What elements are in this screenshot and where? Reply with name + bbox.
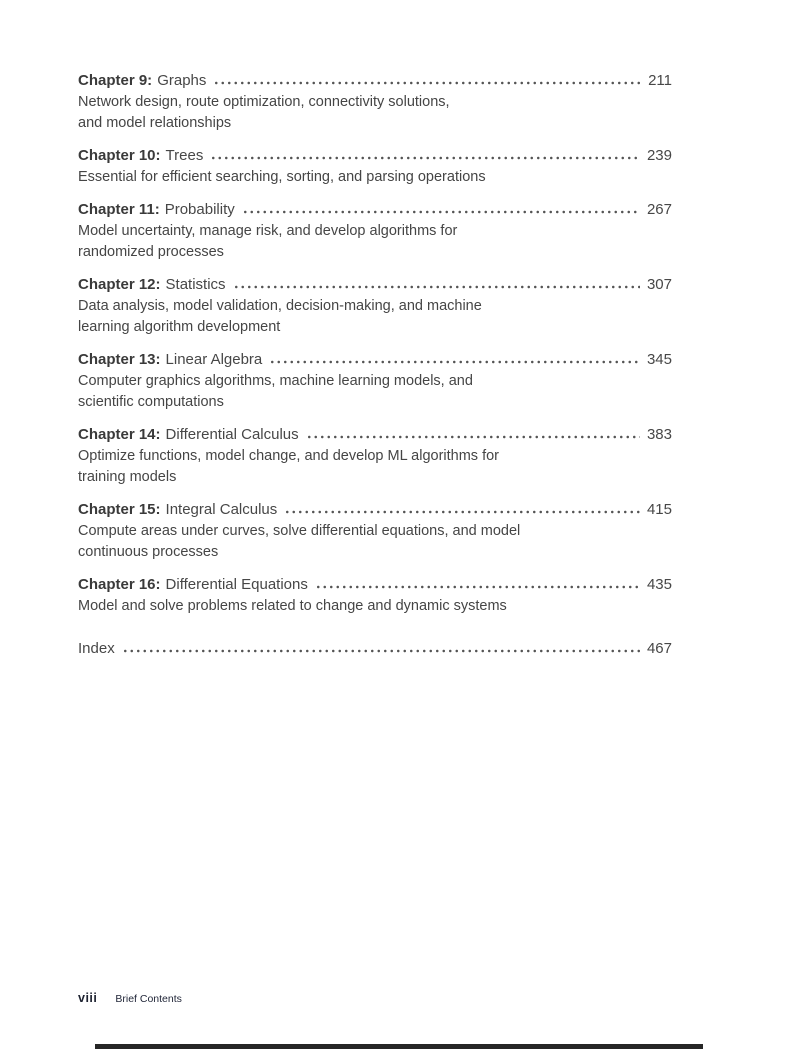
chapter-description-line: Model and solve problems related to change and dynamic systems bbox=[78, 598, 507, 614]
chapter-description-line: Compute areas under curves, solve differential equations, and model bbox=[78, 523, 521, 539]
toc-entry-title-row[interactable] bbox=[78, 70, 672, 91]
chapter-label: Chapter 10: bbox=[78, 147, 161, 164]
chapter-label: Chapter 12: bbox=[78, 276, 161, 293]
toc-entry-title-row[interactable] bbox=[78, 145, 672, 166]
page-number: 383 bbox=[646, 426, 672, 443]
chapter-label: Chapter 14: bbox=[78, 426, 161, 443]
toc-entry-title-row[interactable] bbox=[78, 424, 672, 445]
chapter-description-line: Network design, route optimization, connectivity solutions, bbox=[78, 94, 450, 110]
chapter-description-line: randomized processes bbox=[78, 244, 224, 260]
chapter-label: Chapter 15: bbox=[78, 501, 161, 518]
page-number: 267 bbox=[646, 201, 672, 218]
dot-leader bbox=[210, 156, 640, 160]
chapter-description-line: training models bbox=[78, 469, 177, 485]
dot-leader bbox=[213, 81, 641, 85]
page-number: 211 bbox=[648, 72, 672, 89]
page-number: 239 bbox=[646, 147, 672, 164]
dot-leader bbox=[233, 285, 640, 289]
running-head: Brief Contents bbox=[115, 993, 182, 1005]
dot-leader bbox=[269, 360, 640, 364]
chapter-title: Integral Calculus bbox=[165, 501, 278, 518]
toc-entry-chapter-10 bbox=[78, 145, 672, 187]
toc-entry-chapter-12 bbox=[78, 274, 672, 337]
chapter-title: Differential Equations bbox=[165, 576, 308, 593]
chapter-title: Statistics bbox=[165, 276, 226, 293]
toc-entry-chapter-11 bbox=[78, 199, 672, 262]
toc-entry-chapter-9 bbox=[78, 70, 672, 133]
toc-entry-title-row[interactable] bbox=[78, 349, 672, 370]
toc-entry-title-row[interactable] bbox=[78, 638, 672, 659]
toc-entry-chapter-15 bbox=[78, 499, 672, 562]
chapter-description-line: scientific computations bbox=[78, 394, 224, 410]
chapter-label: Chapter 13: bbox=[78, 351, 161, 368]
toc-entry-index bbox=[78, 638, 672, 659]
toc-entry-chapter-14 bbox=[78, 424, 672, 487]
chapter-label: Chapter 9: bbox=[78, 72, 153, 89]
page-number: 307 bbox=[646, 276, 672, 293]
chapter-title: Probability bbox=[164, 201, 235, 218]
toc-entry-title-row[interactable] bbox=[78, 199, 672, 220]
chapter-title: Linear Algebra bbox=[165, 351, 263, 368]
table-of-contents bbox=[78, 70, 672, 671]
dot-leader bbox=[306, 435, 640, 439]
toc-entry-title-row[interactable] bbox=[78, 574, 672, 595]
chapter-description-line: and model relationships bbox=[78, 115, 232, 131]
toc-entry-chapter-16 bbox=[78, 574, 672, 616]
toc-entry-title-row[interactable] bbox=[78, 499, 672, 520]
chapter-description-line: Essential for efficient searching, sorting, and parsing operations bbox=[78, 169, 486, 185]
index-title: Index bbox=[78, 640, 115, 657]
chapter-description-line: continuous processes bbox=[78, 544, 219, 560]
page-number: 345 bbox=[646, 351, 672, 368]
chapter-description-line: learning algorithm development bbox=[78, 319, 281, 335]
toc-entry-chapter-13 bbox=[78, 349, 672, 412]
chapter-title: Graphs bbox=[157, 72, 207, 89]
dot-leader bbox=[315, 585, 640, 589]
chapter-title: Differential Calculus bbox=[165, 426, 299, 443]
dot-leader bbox=[284, 510, 640, 514]
page-number: 415 bbox=[646, 501, 672, 518]
chapter-description-line: Optimize functions, model change, and develop ML algorithms for bbox=[78, 448, 499, 464]
dot-leader bbox=[122, 649, 640, 653]
chapter-description-line: Model uncertainty, manage risk, and develop algorithms for bbox=[78, 223, 458, 239]
chapter-label: Chapter 11: bbox=[78, 201, 160, 218]
folio-page-number: viii bbox=[78, 991, 98, 1005]
page-footer bbox=[78, 991, 182, 1005]
chapter-label: Chapter 16: bbox=[78, 576, 161, 593]
page-number: 435 bbox=[646, 576, 672, 593]
chapter-description-line: Computer graphics algorithms, machine learning models, and bbox=[78, 373, 473, 389]
dot-leader bbox=[242, 210, 640, 214]
next-page-edge bbox=[95, 1044, 703, 1049]
page-number: 467 bbox=[646, 640, 672, 657]
toc-entry-title-row[interactable] bbox=[78, 274, 672, 295]
chapter-description-line: Data analysis, model validation, decision-making, and machine bbox=[78, 298, 482, 314]
chapter-title: Trees bbox=[165, 147, 204, 164]
